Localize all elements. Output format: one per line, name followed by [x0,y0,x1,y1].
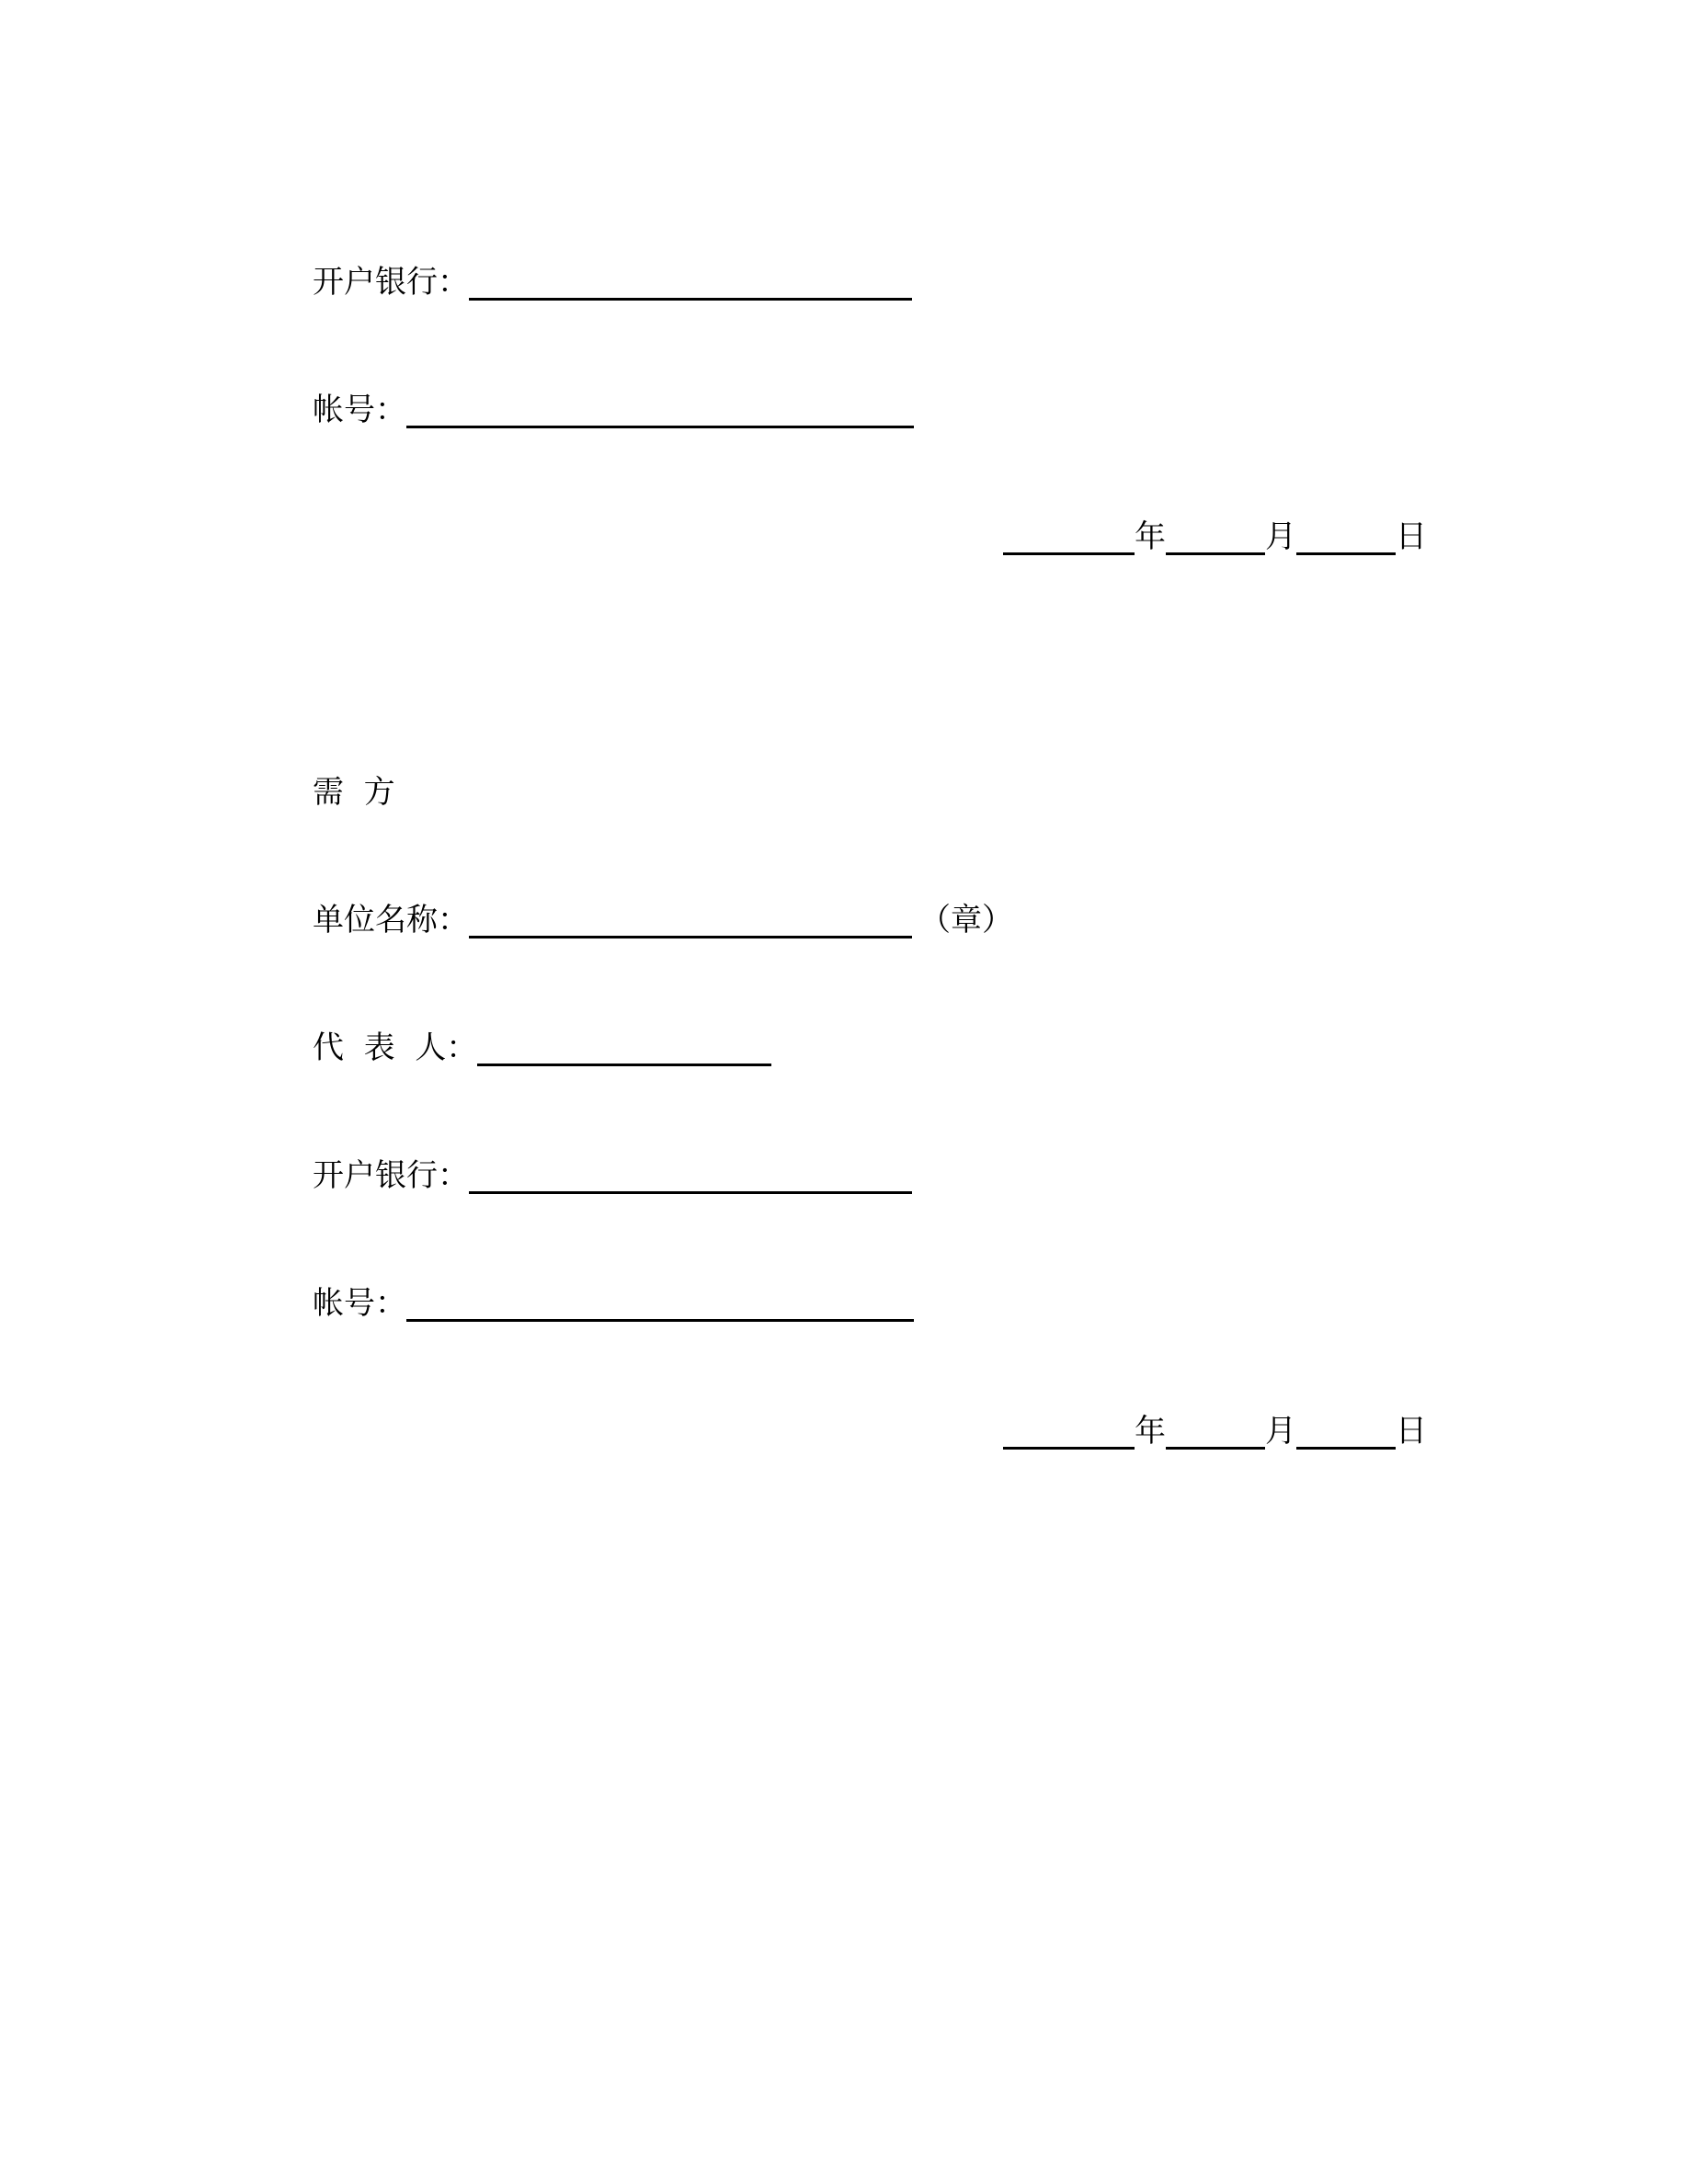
buyer-heading-line [313,772,395,813]
buyer-bank-line [313,1155,912,1196]
buyer-account-field[interactable] [406,1288,914,1322]
buyer-unit-name-field[interactable] [469,904,912,938]
supplier-date-line [1003,517,1427,557]
buyer-representative-label: 代 表 人： [313,1029,478,1066]
buyer-date-month-label: 月 [1265,1413,1296,1450]
buyer-seal-note: （章） [919,902,1013,938]
supplier-bank-field[interactable] [469,267,912,301]
buyer-unit-name-label: 单位名称： [313,902,469,938]
buyer-date-year-label: 年 [1135,1413,1166,1450]
supplier-date-month-field[interactable] [1166,521,1265,555]
buyer-bank-field[interactable] [469,1160,912,1194]
buyer-date-year-field[interactable] [1003,1416,1135,1450]
buyer-representative-line [313,1028,771,1068]
supplier-account-field[interactable] [406,394,914,428]
supplier-date-day-label: 日 [1396,518,1427,555]
buyer-account-label: 帐号： [313,1285,406,1322]
supplier-date-year-label: 年 [1135,518,1166,555]
buyer-date-day-label: 日 [1396,1413,1427,1450]
buyer-representative-field[interactable] [477,1032,771,1066]
buyer-account-line [313,1283,914,1324]
supplier-bank-label: 开户银行： [313,264,469,301]
buyer-date-day-field[interactable] [1296,1416,1396,1450]
buyer-heading: 需 方 [313,774,395,811]
buyer-unit-name-line [313,900,1013,940]
supplier-date-month-label: 月 [1265,518,1296,555]
buyer-bank-label: 开户银行： [313,1157,469,1194]
supplier-bank-line [313,262,912,302]
supplier-date-day-field[interactable] [1296,521,1396,555]
buyer-date-month-field[interactable] [1166,1416,1265,1450]
supplier-date-year-field[interactable] [1003,521,1135,555]
supplier-account-label: 帐号： [313,392,406,428]
buyer-date-line [1003,1411,1427,1451]
supplier-account-line [313,390,914,430]
